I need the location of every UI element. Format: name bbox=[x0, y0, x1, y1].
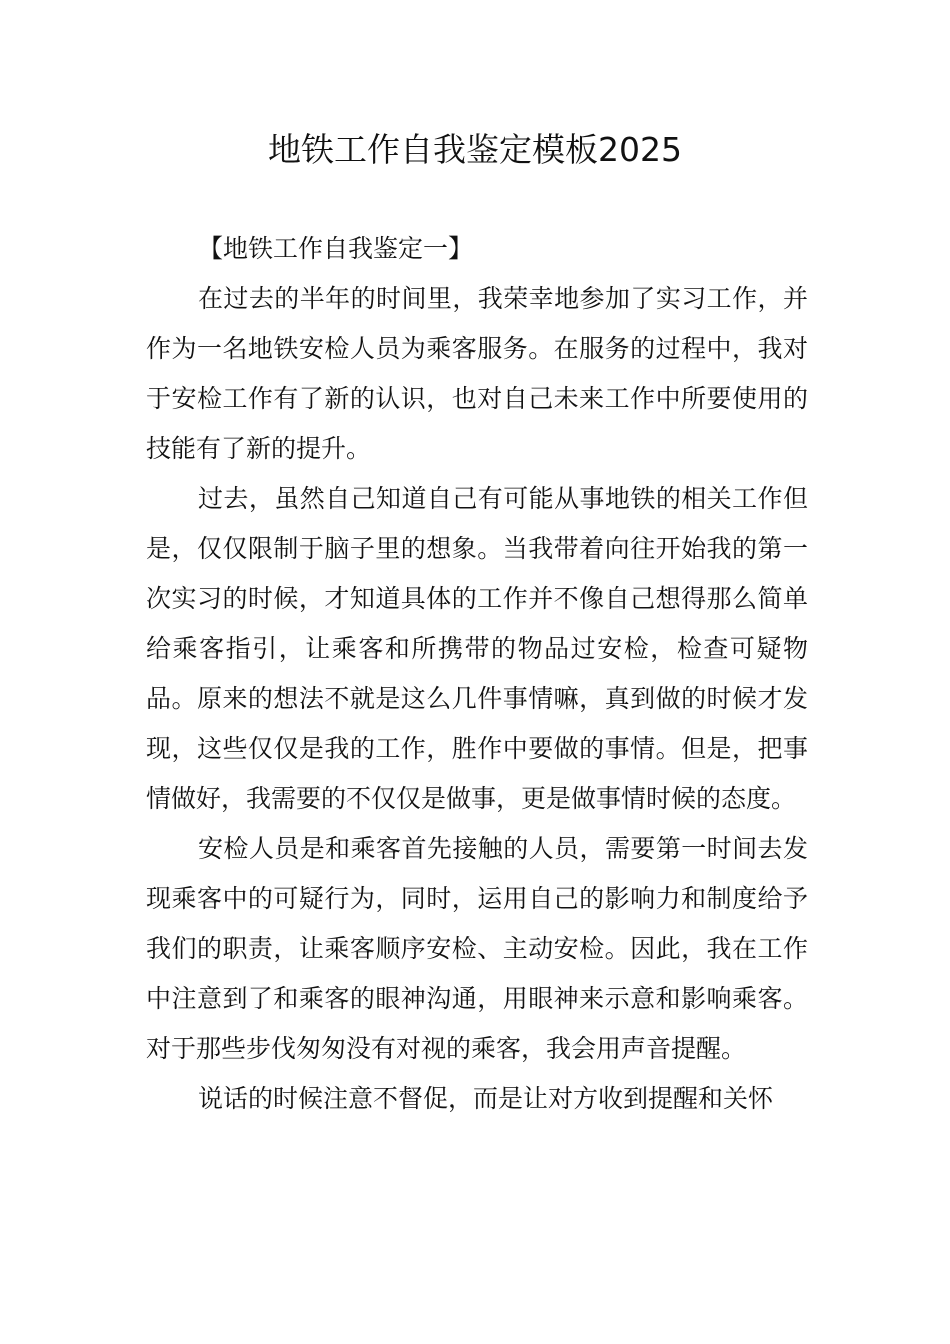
section-heading: 【地铁工作自我鉴定一】 bbox=[198, 234, 474, 263]
document-title: 地铁工作自我鉴定模板2025 bbox=[268, 130, 682, 169]
paragraph: 说话的时候注意不督促，而是让对方收到提醒和关怀 bbox=[198, 1084, 774, 1113]
paragraph: 在过去的半年的时间里，我荣幸地参加了实习工作，并作为一名地铁安检人员为乘客服务。在服务的过程中，我对于安检工作有了新的认识，也对自己未来工作中所要使用的技能有了新的提升。 bbox=[146, 284, 808, 463]
paragraph: 过去，虽然自己知道自己有可能从事地铁的相关工作但是，仅仅限制于脑子里的想象。当我带着向往开始我的第一次实习的时候，才知道具体的工作并不像自己想得那么简单给乘客指引，让乘客和所携带的物品过安检，检查可疑物品。原来的想法不就是这么几件事情嘛，真到做的时候才发现，这些仅仅是我的工作，胜作中要做的事情。但是，把事情做好，我需要的不仅仅是做事，更是做事情时候的态度。 bbox=[146, 484, 808, 813]
document-body bbox=[146, 224, 808, 1124]
paragraph: 安检人员是和乘客首先接触的人员，需要第一时间去发现乘客中的可疑行为，同时，运用自己的影响力和制度给予我们的职责，让乘客顺序安检、主动安检。因此，我在工作中注意到了和乘客的眼神沟通，用眼神来示意和影响乘客。对于那些步伐匆匆没有对视的乘客，我会用声音提醒。 bbox=[146, 834, 808, 1063]
